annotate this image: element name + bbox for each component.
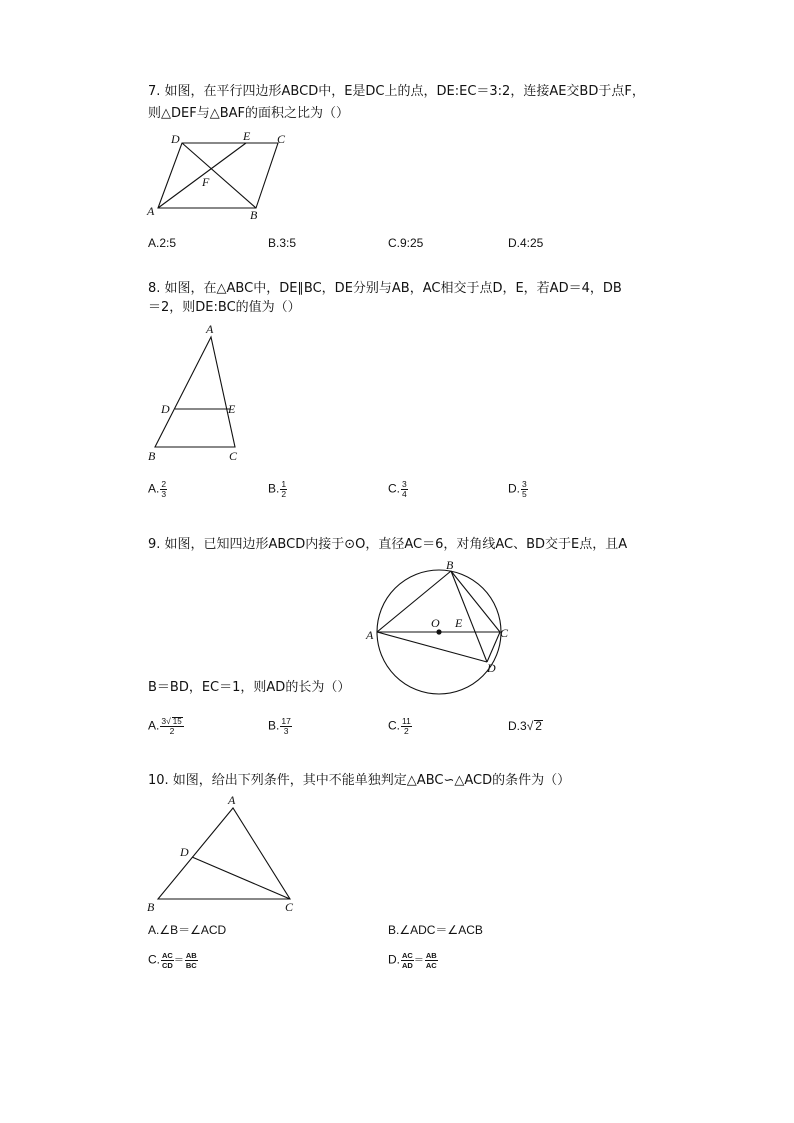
- q8-label-b: B: [148, 449, 156, 463]
- q10-option-d-fraction-left: $\frac{AC}{AD}$: [402, 951, 413, 970]
- q9-label-a: A: [366, 628, 374, 642]
- q7-text-line2: 则△DEF与△BAF的面积之比为（）: [148, 106, 349, 121]
- q9-option-a-fraction: $\frac{3√ 15}{2}$: [161, 716, 182, 736]
- q9-label-e: E: [455, 616, 463, 630]
- q8-option-b-letter: B.: [268, 481, 280, 496]
- q10-option-a[interactable]: A.∠B＝∠ACD: [148, 923, 227, 937]
- q9-text-line1: 9. 如图，已知四边形ABCD内接于⊙O，直径AC＝6，对角线AC、BD交于E点，且A: [148, 537, 628, 552]
- q7-label-f: F: [202, 175, 210, 189]
- q9-label-o: O: [431, 616, 440, 630]
- q8-text-line1: 8. 如图，在△ABC中，DE∥BC，DE分别与AB，AC相交于点D，E，若AD＝4，DB: [148, 281, 622, 296]
- q9-option-d-radicand: 2: [535, 719, 542, 733]
- q10-option-c-fraction-left: $\frac{AC}{CD}$: [162, 951, 173, 970]
- q9-label-c: C: [500, 626, 509, 640]
- q8-option-c-letter: C.: [388, 481, 400, 496]
- q7-option-c[interactable]: C.9:25: [388, 236, 424, 250]
- q8-option-a-fraction: $\frac{2}{3}$: [161, 479, 167, 499]
- q7-option-a[interactable]: A.2:5: [148, 236, 177, 250]
- q10-option-d[interactable]: [388, 951, 438, 970]
- q10-label-c: C: [285, 900, 294, 914]
- q10-label-b: B: [147, 900, 155, 914]
- q8-label-c: C: [229, 449, 238, 463]
- q10-option-c-letter: C.: [148, 952, 160, 967]
- q10-label-d: D: [180, 845, 189, 859]
- q9-option-d-coef: 3: [520, 719, 527, 733]
- q8-label-d: D: [161, 402, 170, 416]
- q10-segment-dc: [192, 857, 290, 899]
- q8-option-b-fraction: $\frac{1}{2}$: [281, 479, 287, 499]
- q10-text-line1: 10. 如图，给出下列条件，其中不能单独判定△ABC∽△ACD的条件为（）: [148, 773, 571, 788]
- q10-option-b[interactable]: B.∠ADC＝∠ACB: [388, 923, 483, 937]
- q8-text-line2: ＝2，则DE:BC的值为（）: [148, 300, 301, 315]
- q9-label-d: D: [487, 661, 496, 675]
- q10-triangle-abc: [158, 808, 290, 899]
- q10-option-d-letter: D.: [388, 952, 400, 967]
- q7-label-d: D: [171, 132, 180, 146]
- q7-label-c: C: [277, 132, 286, 146]
- q9-option-b-letter: B.: [268, 718, 280, 733]
- q7-label-b: B: [250, 208, 258, 222]
- q8-option-d-fraction: $\frac{3}{5}$: [522, 479, 527, 499]
- q7-option-d[interactable]: D.4:25: [508, 236, 544, 250]
- q10-option-d-equals: ＝: [413, 955, 424, 967]
- q9-option-b-fraction: $\frac{17}{3}$: [281, 716, 291, 736]
- q9-label-b: B: [446, 558, 454, 572]
- q8-option-d-letter: D.: [508, 481, 520, 496]
- q8-option-c-fraction: $\frac{3}{4}$: [402, 479, 407, 499]
- q9-option-c-fraction: $\frac{11}{2}$: [402, 716, 411, 736]
- q8-label-e: E: [228, 402, 236, 416]
- q8-option-a-letter: A.: [148, 481, 160, 496]
- q7-text-line1: 7. 如图，在平行四边形ABCD中，E是DC上的点，DE:EC＝3:2，连接AE交BD于点F，: [148, 84, 645, 99]
- q7-label-a: A: [147, 204, 155, 218]
- q7-option-b[interactable]: B.3:5: [268, 236, 297, 250]
- q9-option-a-letter: A.: [148, 718, 160, 733]
- q10-label-a: A: [228, 793, 236, 807]
- q7-label-e: E: [243, 129, 251, 143]
- q9-option-d[interactable]: D.3√ 2: [508, 719, 542, 733]
- q10-option-d-fraction-right: $\frac{AB}{AC}$: [425, 951, 437, 970]
- q9-option-c-letter: C.: [388, 718, 400, 733]
- q10-option-c-equals: ＝: [173, 955, 184, 967]
- q8-label-a: A: [206, 322, 214, 336]
- q10-option-c[interactable]: [148, 951, 198, 970]
- q9-text-line2: B＝BD，EC＝1，则AD的长为（）: [148, 680, 351, 695]
- q9-option-d-letter: D.: [508, 719, 520, 733]
- q10-option-c-fraction-right: $\frac{AB}{BC}$: [185, 951, 197, 970]
